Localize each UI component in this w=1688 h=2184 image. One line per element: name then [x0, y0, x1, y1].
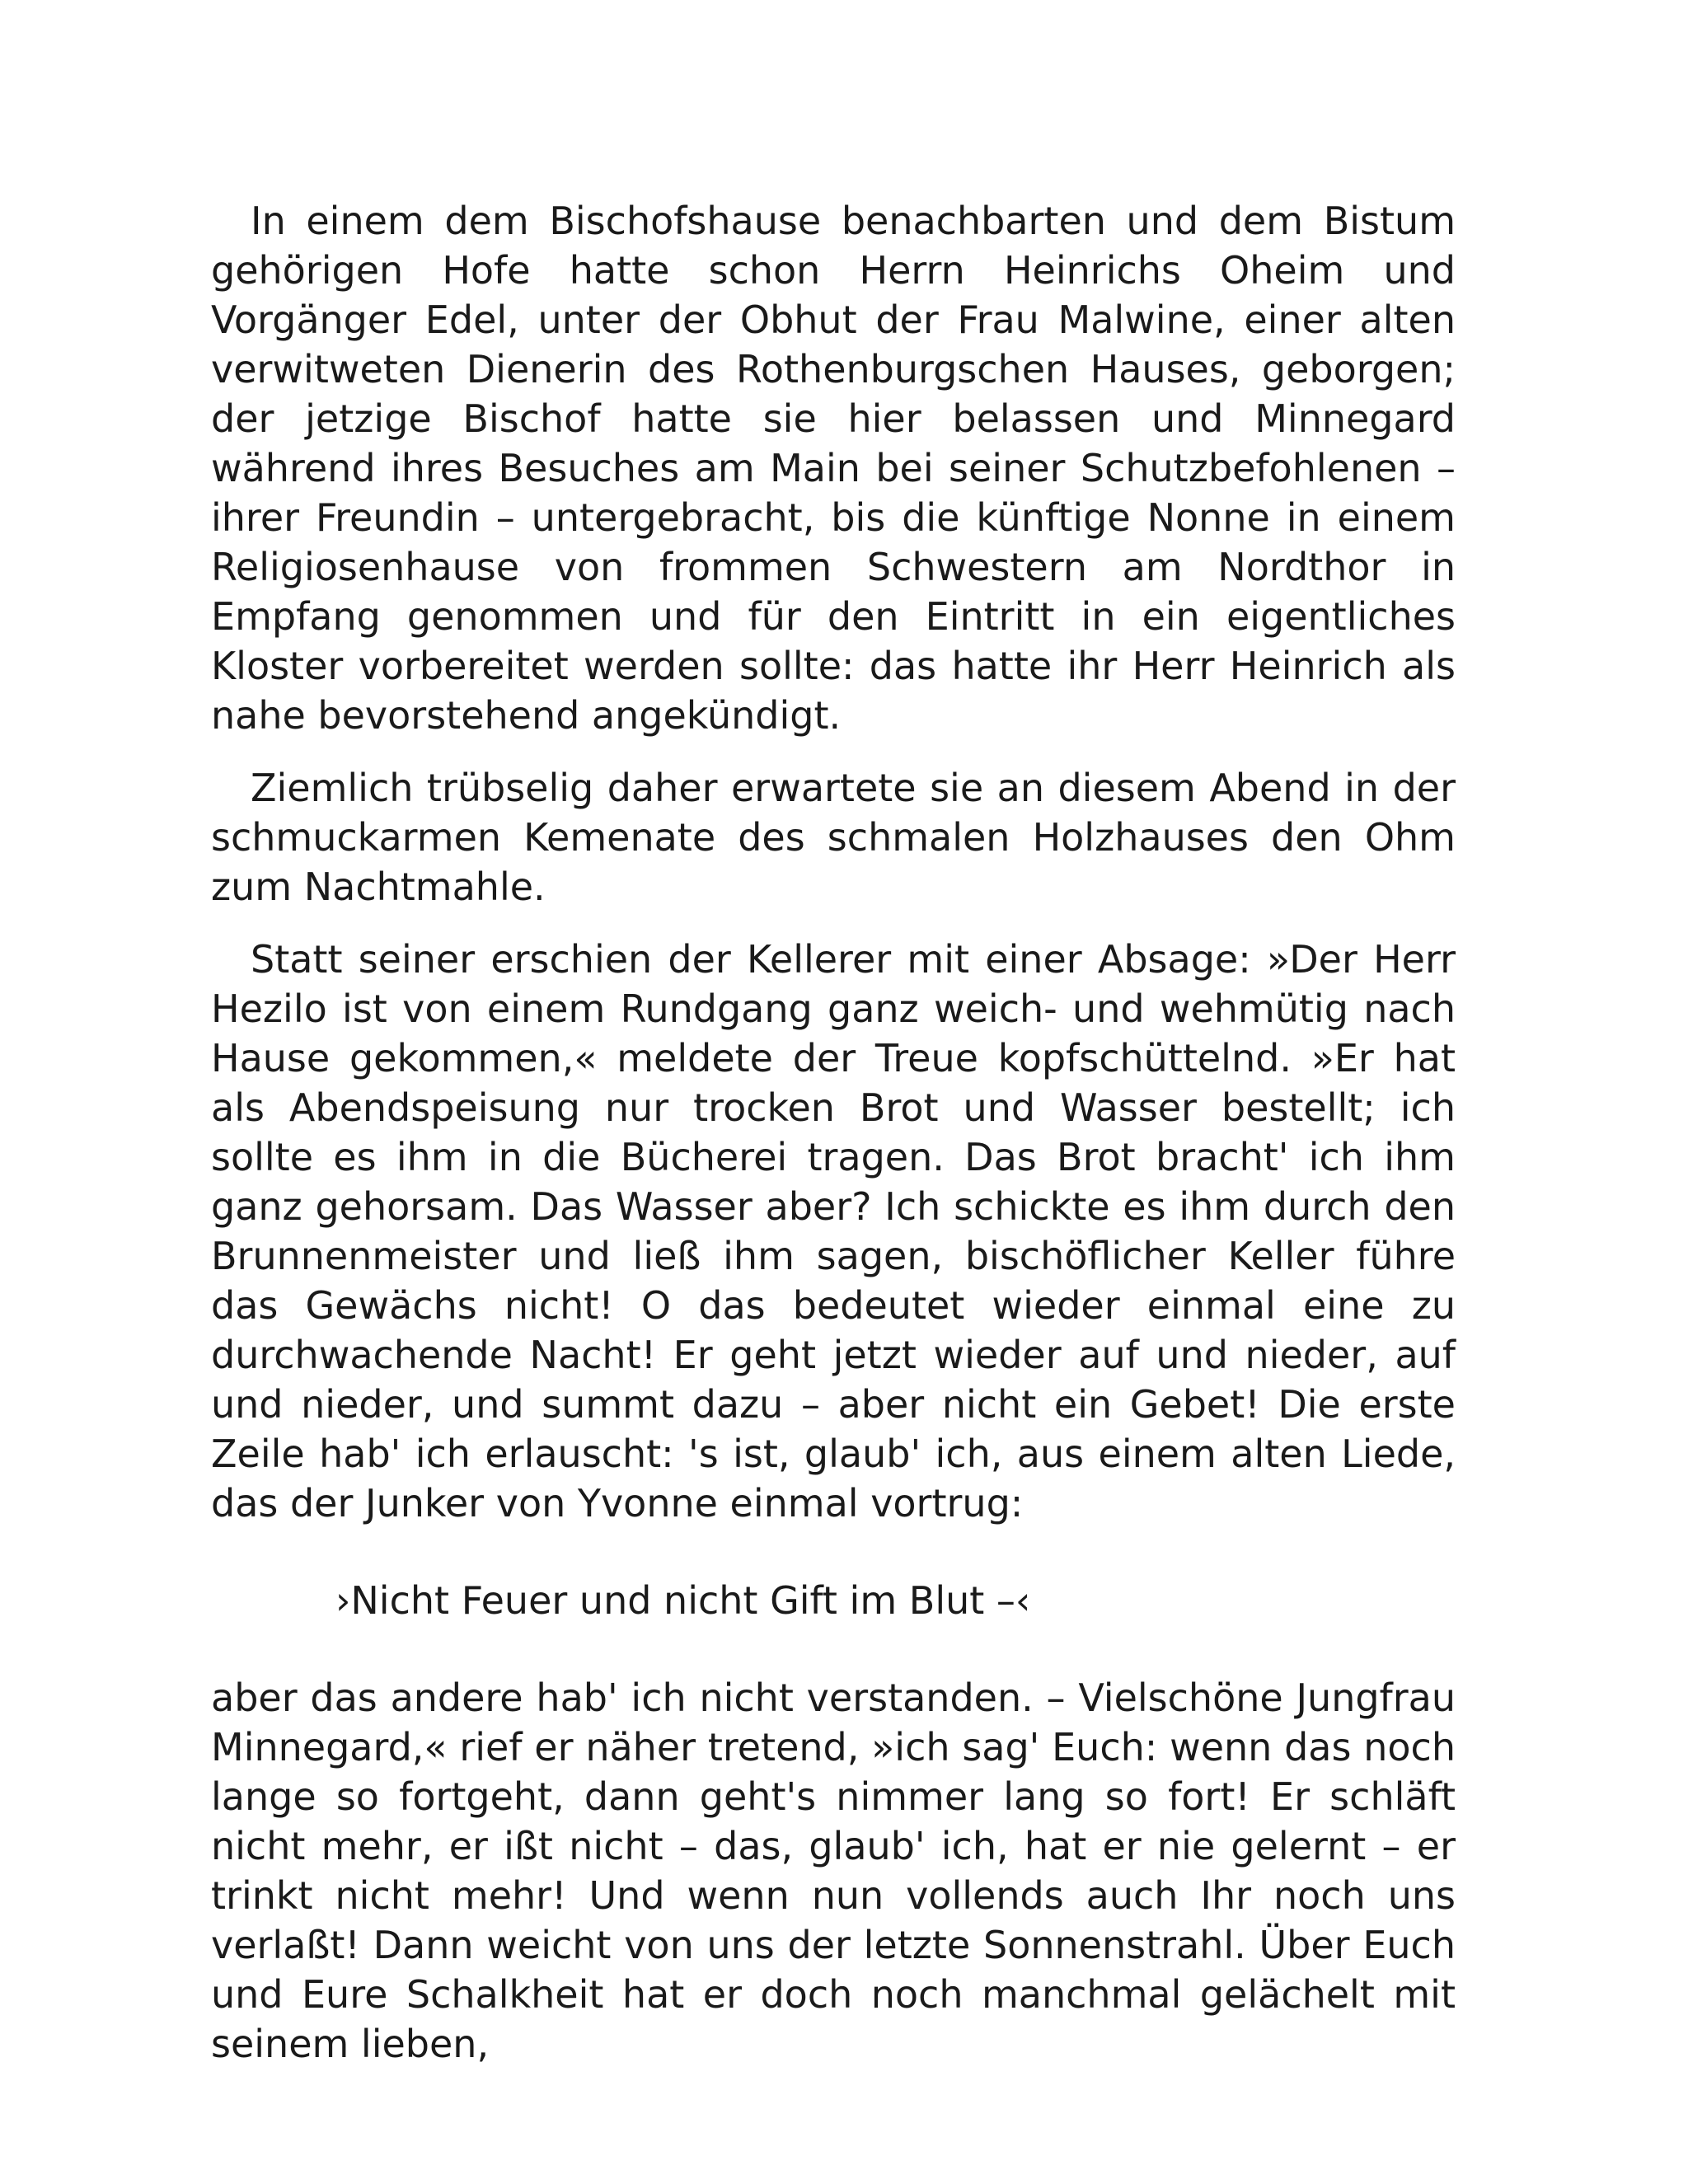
verse-line: ›Nicht Feuer und nicht Gift im Blut –‹ — [335, 1578, 1031, 1623]
paragraph-1: In einem dem Bischofshause benachbarten und dem Bistum gehörigen Hofe hatte schon Herrn Heinrichs Oheim und Vorgänger Edel, unter der Obhut der Frau Malwine, einer alten verwitweten Dienerin des Rothenburgschen Hauses, geborgen; der jetzige Bischof hatte sie hier belassen und Minnegard während ihres Besuches am Main bei seiner Schutzbefohlenen – ihrer Freundin – untergebracht, bis die künftige Nonne in einem Religiosenhause von frommen Schwestern am Nordthor in Empfang genommen und für den Eintritt in ein eigentliches Kloster vorbereitet werden sollte: das hatte ihr Herr Heinrich als nahe bevorstehend angekündigt. — [211, 199, 1456, 738]
paragraph-3: Statt seiner erschien der Kellerer mit einer Absage: »Der Herr Hezilo ist von einem Rundgang ganz weich- und wehmütig nach Hause gekommen,« meldete der Treue kopfschüttelnd. »Er hat als Abendspeisung nur trocken Brot und Wasser bestellt; ich sollte es ihm in die Bücherei tragen. Das Brot bracht' ich ihm ganz gehorsam. Das Wasser aber? Ich schickte es ihm durch den Brunnenmeister und ließ ihm sagen, bischöflicher Keller führe das Gewächs nicht! O das bedeutet wieder einmal eine zu durchwachende Nacht! Er geht jetzt wieder auf und nieder, auf und nieder, und summt dazu – aber nicht ein Gebet! Die erste Zeile hab' ich erlauscht: 's ist, glaub' ich, aus einem alten Liede, das der Junker von Yvonne einmal vortrug: — [211, 937, 1456, 1526]
page-body — [211, 196, 1456, 2069]
paragraph-2: Ziemlich trübselig daher erwartete sie an diesem Abend in der schmuckarmen Kemenate des schmalen Holzhauses den Ohm zum Nachtmahle. — [211, 766, 1456, 909]
paragraph-continuation: aber das andere hab' ich nicht verstanden. – Vielschöne Jungfrau Minnegard,« rief er näher tretend, »ich sag' Euch: wenn das noch lange so fortgeht, dann geht's nimmer lang so fort! Er schläft nicht mehr, er ißt nicht – das, glaub' ich, hat er nie gelernt – er trinkt nicht mehr! Und wenn nun vollends auch Ihr noch uns verlaßt! Dann weicht von uns der letzte Sonnenstrahl. Über Euch und Eure Schalkheit hat er doch noch manchmal gelächelt mit seinem lieben, — [211, 1675, 1456, 2066]
